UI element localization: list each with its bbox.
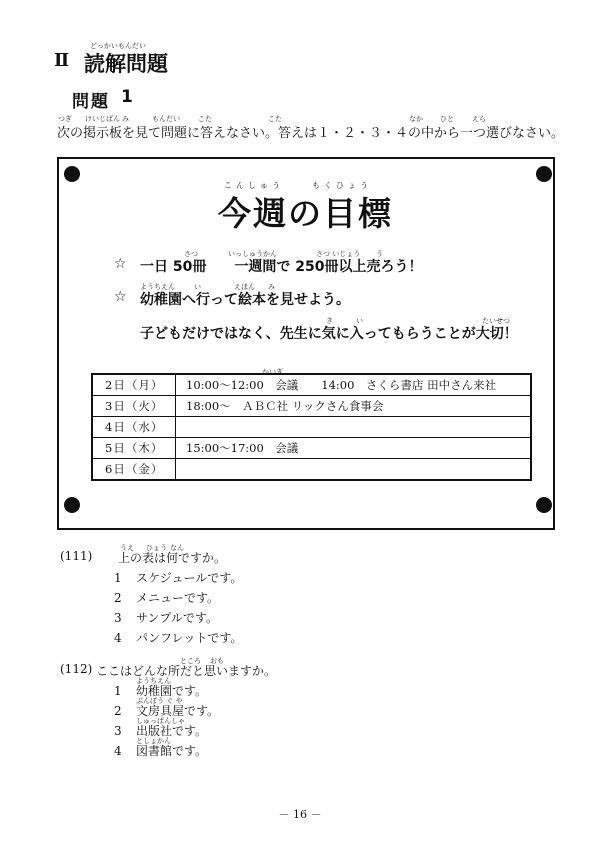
q111-ruby-3: なん — [170, 544, 184, 552]
table-row — [92, 459, 531, 481]
option-text: サンプルです。 — [136, 611, 218, 625]
answer-option — [114, 629, 242, 646]
section-number: Ⅱ — [54, 50, 70, 71]
pin-icon — [64, 166, 80, 182]
goal2-ruby-3: えほん — [234, 283, 255, 291]
schedule-event: 18:00～ ＡＢＣ社 リックさん食事会 — [176, 396, 532, 417]
ruby-kota2: こた — [268, 115, 282, 123]
q111-ruby-1: うえ — [120, 544, 134, 552]
option-number: 3 — [114, 611, 122, 625]
answer-option — [114, 569, 242, 586]
goal-1: 一日 50冊 一週間で 250冊以上売ろう！ — [140, 259, 423, 275]
section-title-ruby: どっかいもんだい — [90, 42, 146, 50]
schedule-ruby: かいぎ — [262, 368, 283, 376]
ruby-mondai: もんだい — [152, 115, 180, 123]
schedule-day: 3日（火） — [92, 396, 176, 417]
board-title: 今週の目標 — [218, 194, 393, 233]
page-number: － 16 － — [278, 808, 322, 821]
option-text: パンフレットです。 — [136, 631, 243, 645]
table-row — [92, 417, 531, 438]
goal3-ruby-3: たいせつ — [482, 317, 510, 325]
schedule-day: 5日（木） — [92, 438, 176, 459]
question-number: (111) — [60, 549, 93, 563]
option-number: 3 — [114, 724, 122, 738]
star-icon: ☆ — [114, 289, 127, 305]
goal3-ruby-1: き — [326, 317, 333, 325]
goal2-ruby-1: ようちえん — [140, 283, 175, 291]
problem-label: 問題 — [72, 92, 110, 112]
option-ruby: ぶんぼう ぐ や — [136, 697, 183, 705]
question-number: (112) — [60, 662, 93, 676]
schedule-table — [91, 373, 532, 481]
goal1-ruby-4: う — [376, 250, 383, 258]
table-row — [92, 438, 531, 459]
option-number: 1 — [114, 684, 122, 698]
goal1-ruby-2: いっしゅうかん — [228, 250, 277, 258]
option-text: 出版社です。 — [136, 724, 208, 738]
board-title-ruby-1: こんしゅう — [224, 181, 284, 190]
q112-ruby-1: ところ — [180, 657, 201, 665]
option-number: 2 — [114, 704, 122, 718]
goal3-ruby-2: い — [356, 317, 363, 325]
option-text: スケジュールです。 — [136, 571, 243, 585]
table-row — [92, 396, 531, 417]
ruby-tsugi: つぎ — [58, 115, 72, 123]
problem-number: 1 — [121, 87, 133, 107]
goal-2: 幼稚園へ行って絵本を見せよう。 — [140, 292, 350, 308]
question-text: ここはどんな所だと思いますか。 — [96, 664, 277, 678]
ruby-naka: なか — [409, 115, 423, 123]
table-row — [92, 374, 531, 396]
pin-icon — [536, 166, 552, 182]
option-text: 文房具屋です。 — [136, 704, 220, 718]
ruby-era: えら — [472, 115, 486, 123]
answer-option — [114, 589, 219, 606]
answer-option — [114, 609, 218, 626]
goal1-ruby-3: さつ いじょう — [316, 250, 361, 258]
option-number: 4 — [114, 744, 122, 758]
schedule-event — [176, 459, 532, 481]
option-number: 1 — [114, 571, 122, 585]
schedule-event: 15:00～17:00 会議 — [176, 438, 532, 459]
schedule-day: 6日（金） — [92, 459, 176, 481]
goal2-ruby-4: み — [268, 283, 275, 291]
option-text: 図書館です。 — [136, 744, 208, 758]
schedule-event — [176, 417, 532, 438]
pin-icon — [64, 497, 80, 513]
goal-3: 子どもだけではなく、先生に気に入ってもらうことが大切！ — [140, 326, 518, 342]
option-ruby: しゅっぱんしゃ — [136, 717, 185, 725]
ruby-hito: ひと — [440, 115, 454, 123]
q111-ruby-2: ひょう — [146, 544, 167, 552]
answer-option — [114, 742, 207, 759]
option-text: 幼稚園です。 — [136, 684, 208, 698]
instructions: 次の掲示板を見て問題に答えなさい。答えは１・２・３・４の中から一つ選びなさい。 — [57, 126, 565, 141]
option-ruby: ようちえん — [136, 677, 171, 685]
option-number: 2 — [114, 591, 122, 605]
ruby-keijiban: けいじばん — [85, 115, 120, 123]
option-ruby: としょかん — [136, 737, 171, 745]
star-icon: ☆ — [114, 256, 127, 272]
schedule-day: 2日（月） — [92, 374, 176, 396]
pin-icon — [536, 497, 552, 513]
option-number: 4 — [114, 631, 122, 645]
section-title: 読解問題 — [84, 52, 168, 76]
goal2-ruby-2: い — [194, 283, 201, 291]
schedule-event: 10:00～12:00 会議 14:00 さくら書店 田中さん来社 — [176, 374, 532, 396]
ruby-kota1: こた — [198, 115, 212, 123]
option-text: メニューです。 — [136, 591, 220, 605]
question-text: 上の表は何ですか。 — [118, 551, 227, 565]
schedule-day: 4日（水） — [92, 417, 176, 438]
goal1-ruby-1: さつ — [184, 250, 198, 258]
q112-ruby-2: おも — [210, 657, 224, 665]
ruby-mi: み — [122, 115, 129, 123]
board-title-ruby-2: もくひょう — [312, 181, 372, 190]
